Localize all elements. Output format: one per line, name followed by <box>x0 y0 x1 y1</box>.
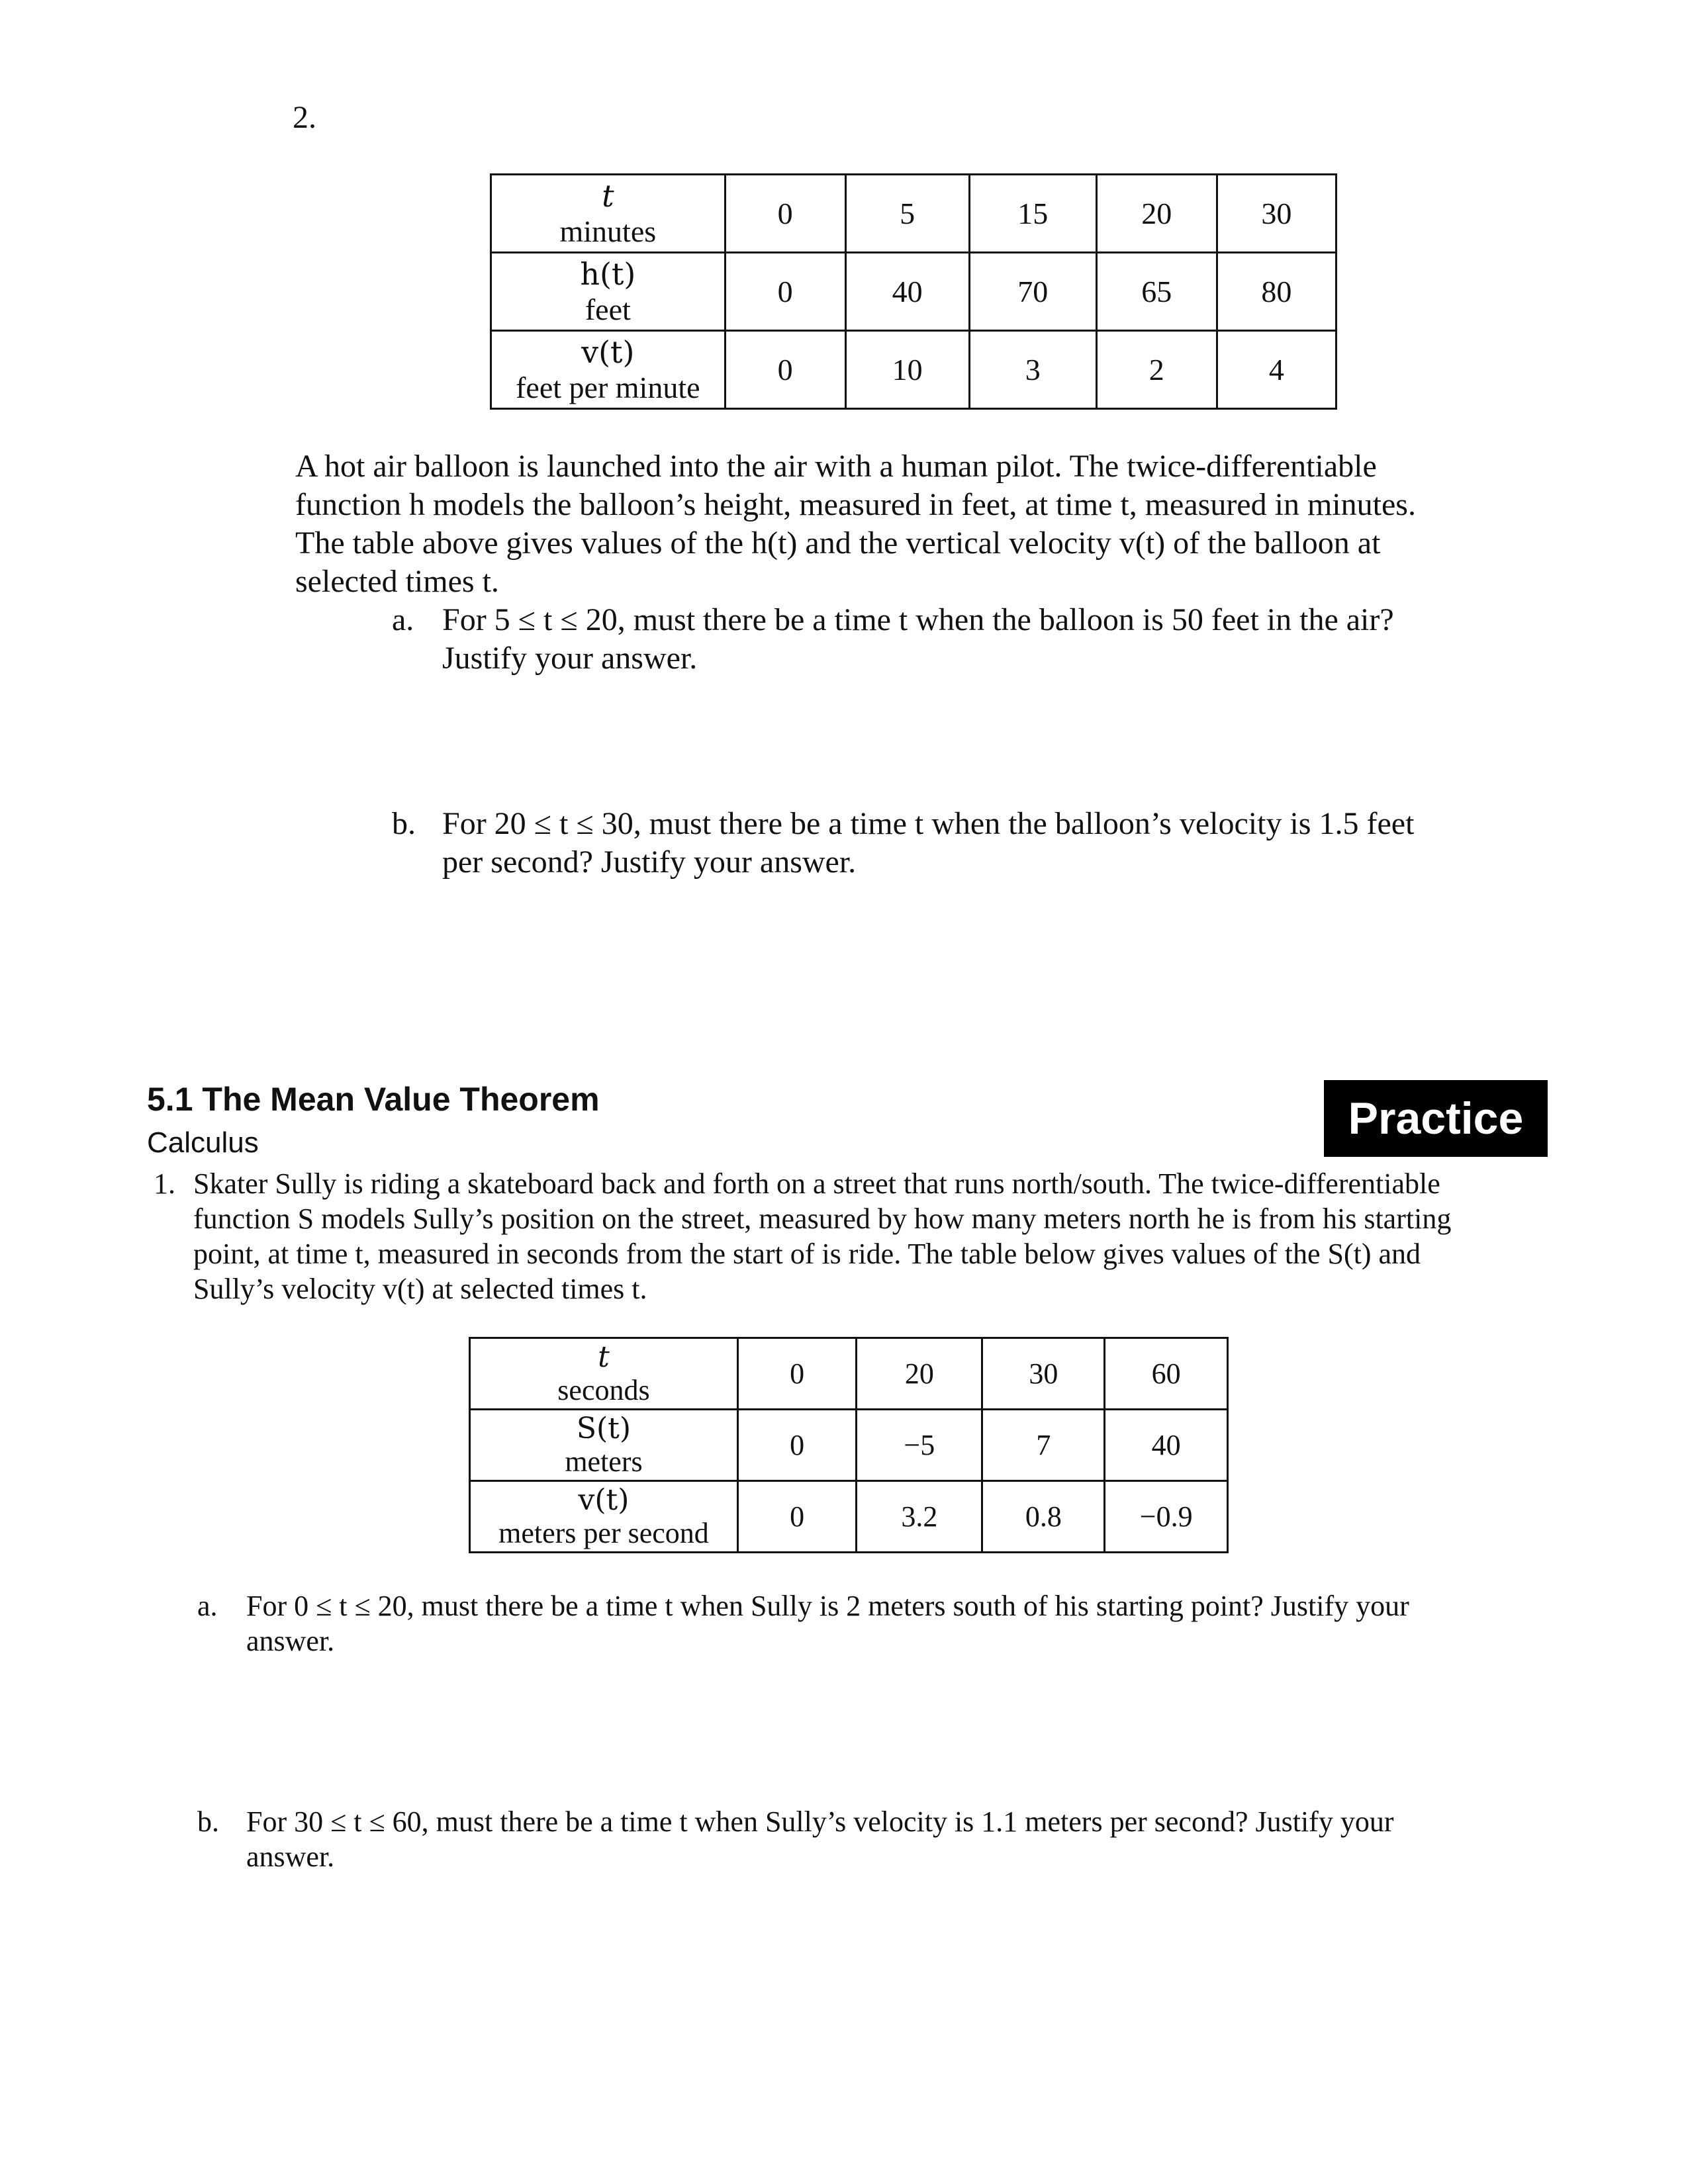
intro-line: Skater Sully is riding a skateboard back and forth on a street that runs north/south. The twice-differentiable <box>193 1167 1440 1200</box>
table-cell: 0 <box>737 1410 856 1481</box>
question-line: Justify your answer. <box>442 641 698 676</box>
skater-table <box>469 1337 1229 1553</box>
intro-line: selected times t. <box>295 564 499 599</box>
table-cell: 80 <box>1217 253 1336 331</box>
balloon-part-a <box>392 601 1517 678</box>
practice-badge: Practice <box>1324 1080 1548 1157</box>
question-line: answer. <box>246 1841 335 1873</box>
table-cell: 20 <box>857 1338 982 1410</box>
table-cell: 0 <box>725 175 845 253</box>
question-line: For 5 ≤ t ≤ 20, must there be a time t when the balloon is 50 feet in the air? <box>442 602 1394 637</box>
intro-line: A hot air balloon is launched into the air with a human pilot. The twice-differentiable <box>295 449 1377 484</box>
section-title: 5.1 The Mean Value Theorem <box>147 1081 600 1118</box>
table-cell: 7 <box>982 1410 1105 1481</box>
row-header <box>491 331 726 409</box>
row-unit: feet per minute <box>516 370 700 404</box>
table-cell: 70 <box>969 253 1096 331</box>
table-cell: 10 <box>845 331 969 409</box>
table-cell: −5 <box>857 1410 982 1481</box>
row-header <box>470 1410 738 1481</box>
skater-intro <box>154 1166 1557 1306</box>
row-symbol: h(t) <box>580 255 636 292</box>
row-unit: seconds <box>557 1373 650 1406</box>
table-row <box>491 253 1336 331</box>
table-row <box>491 331 1336 409</box>
skater-part-b <box>197 1804 1561 1874</box>
table-cell: 3 <box>969 331 1096 409</box>
row-symbol: v(t) <box>578 1482 630 1517</box>
row-symbol: v(t) <box>581 334 635 370</box>
subject-label: Calculus <box>147 1126 259 1159</box>
balloon-part-b <box>392 805 1517 882</box>
table-row <box>470 1481 1228 1553</box>
table-cell: 15 <box>969 175 1096 253</box>
question-line: per second? Justify your answer. <box>442 844 857 880</box>
row-unit: meters <box>565 1445 643 1478</box>
problem-2-number: 2. <box>293 100 316 135</box>
question-line: For 30 ≤ t ≤ 60, must there be a time t when Sully’s velocity is 1.1 meters per second? Justify your <box>246 1805 1394 1838</box>
balloon-table <box>490 173 1337 410</box>
table-cell: 40 <box>845 253 969 331</box>
table-cell: 3.2 <box>857 1481 982 1553</box>
table-cell: −0.9 <box>1105 1481 1228 1553</box>
row-header <box>491 175 726 253</box>
table-cell: 60 <box>1105 1338 1228 1410</box>
table-cell: 30 <box>1217 175 1336 253</box>
table-cell: 30 <box>982 1338 1105 1410</box>
table-cell: 40 <box>1105 1410 1228 1481</box>
question-line: For 20 ≤ t ≤ 30, must there be a time t when the balloon’s velocity is 1.5 feet <box>442 806 1415 841</box>
intro-line: The table above gives values of the h(t) and the vertical velocity v(t) of the balloon at <box>295 525 1381 561</box>
table-row <box>491 175 1336 253</box>
row-unit: meters per second <box>498 1516 709 1549</box>
intro-line: Sully’s velocity v(t) at selected times t. <box>193 1273 647 1305</box>
intro-line: function S models Sully’s position on the street, measured by how many meters north he is from his starting <box>193 1203 1452 1235</box>
table-cell: 0 <box>737 1481 856 1553</box>
table-row <box>470 1410 1228 1481</box>
table-cell: 0 <box>725 253 845 331</box>
table-cell: 0 <box>725 331 845 409</box>
problem-1-number: 1. <box>154 1167 175 1200</box>
table-cell: 65 <box>1096 253 1217 331</box>
table-cell: 20 <box>1096 175 1217 253</box>
question-line: For 0 ≤ t ≤ 20, must there be a time t when Sully is 2 meters south of his starting point? Justify your <box>246 1590 1409 1622</box>
intro-line: point, at time t, measured in seconds from the start of is ride. The table below gives values of the S(t) and <box>193 1238 1421 1270</box>
question-line: answer. <box>246 1625 335 1657</box>
row-symbol: t <box>602 177 614 214</box>
row-unit: feet <box>585 292 631 326</box>
table-cell: 0.8 <box>982 1481 1105 1553</box>
table-cell: 2 <box>1096 331 1217 409</box>
row-header <box>470 1338 738 1410</box>
part-label: a. <box>392 602 414 637</box>
table-cell: 4 <box>1217 331 1336 409</box>
part-label: b. <box>392 806 416 841</box>
intro-line: function h models the balloon’s height, measured in feet, at time t, measured in minutes. <box>295 487 1416 522</box>
part-label: a. <box>197 1590 218 1622</box>
row-symbol: t <box>598 1340 610 1374</box>
table-cell: 0 <box>737 1338 856 1410</box>
balloon-intro <box>295 447 1500 601</box>
table-row <box>470 1338 1228 1410</box>
row-header <box>470 1481 738 1553</box>
skater-part-a <box>197 1588 1561 1659</box>
row-symbol: S(t) <box>576 1411 632 1445</box>
row-header <box>491 253 726 331</box>
row-unit: minutes <box>559 214 657 248</box>
part-label: b. <box>197 1805 219 1838</box>
table-cell: 5 <box>845 175 969 253</box>
